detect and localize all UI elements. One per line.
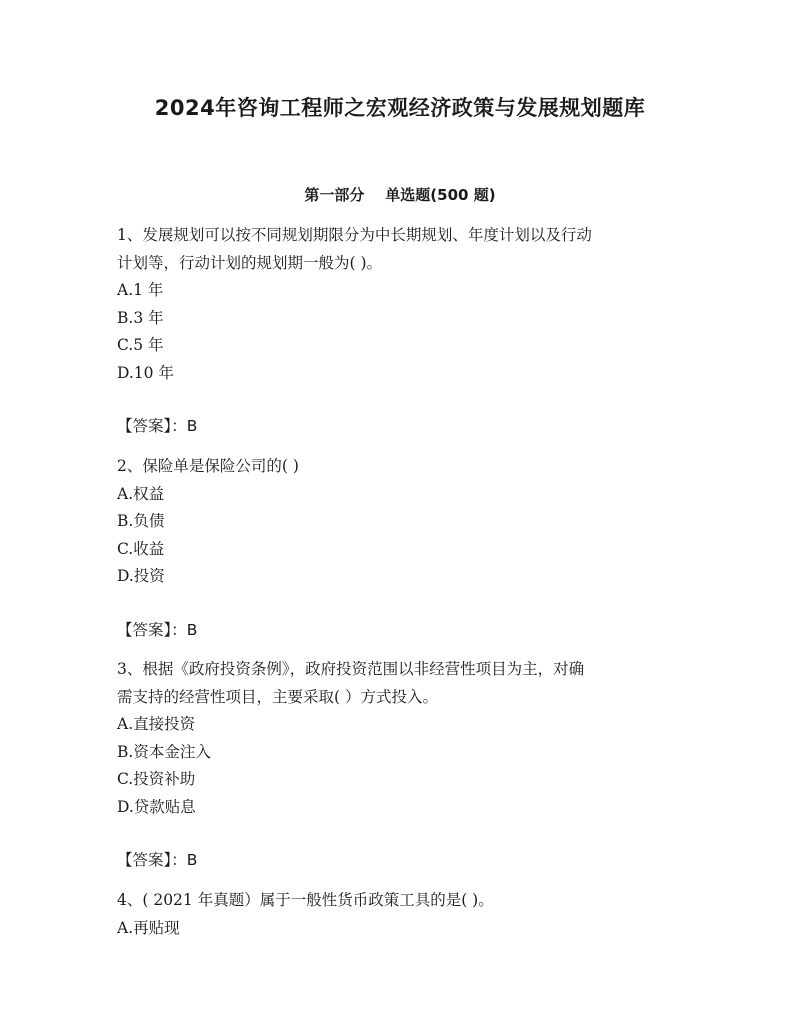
option-b: B.负债	[117, 512, 165, 530]
document-title: 2024年咨询工程师之宏观经济政策与发展规划题库	[154, 96, 646, 120]
question-stem-line: 1、发展规划可以按不同规划期限分为中长期规划、年度计划以及行动	[117, 226, 592, 244]
answer-label: 【答案】	[117, 620, 172, 639]
answer-line	[117, 413, 687, 441]
answer-line	[117, 847, 687, 875]
option-b: B.3 年	[117, 308, 164, 327]
option-d: D.投资	[117, 567, 165, 585]
answer-value: B	[186, 620, 198, 639]
question-2	[117, 453, 687, 644]
answer-label: 【答案】	[117, 851, 172, 869]
option-c: C.5 年	[117, 336, 164, 354]
question-3	[117, 656, 687, 875]
option-c: C.投资补助	[117, 770, 196, 788]
question-4	[117, 887, 687, 942]
answer-value: B	[186, 851, 198, 869]
answer-line	[117, 617, 687, 645]
question-stem-line: 4、( 2021 年真题）属于一般性货币政策工具的是( )。	[117, 891, 494, 909]
question-1	[117, 222, 687, 441]
option-c: C.收益	[117, 539, 165, 558]
answer-value: B	[186, 417, 198, 435]
option-a: A.直接投资	[117, 715, 196, 733]
question-stem-line: 2、保险单是保险公司的( )	[117, 457, 299, 475]
question-stem-line: 需支持的经营性项目，主要采取( ）方式投入。	[117, 687, 438, 706]
answer-separator: ：	[171, 851, 187, 869]
option-d: D.贷款贴息	[117, 797, 196, 816]
option-b: B.资本金注入	[117, 742, 211, 761]
answer-label: 【答案】	[117, 417, 172, 435]
answer-separator: ：	[171, 417, 187, 435]
option-a: A.权益	[117, 484, 165, 503]
option-a: A.1 年	[117, 281, 164, 299]
answer-separator: ：	[171, 620, 187, 639]
section-title: 第一部分 单选题(500 题)	[304, 186, 496, 204]
question-stem-line: 计划等，行动计划的规划期一般为( )。	[117, 253, 383, 272]
option-a: A.再贴现	[117, 918, 180, 937]
question-stem-line: 3、根据《政府投资条例》，政府投资范围以非经营性项目为主，对确	[117, 660, 585, 678]
option-d: D.10 年	[117, 363, 174, 382]
